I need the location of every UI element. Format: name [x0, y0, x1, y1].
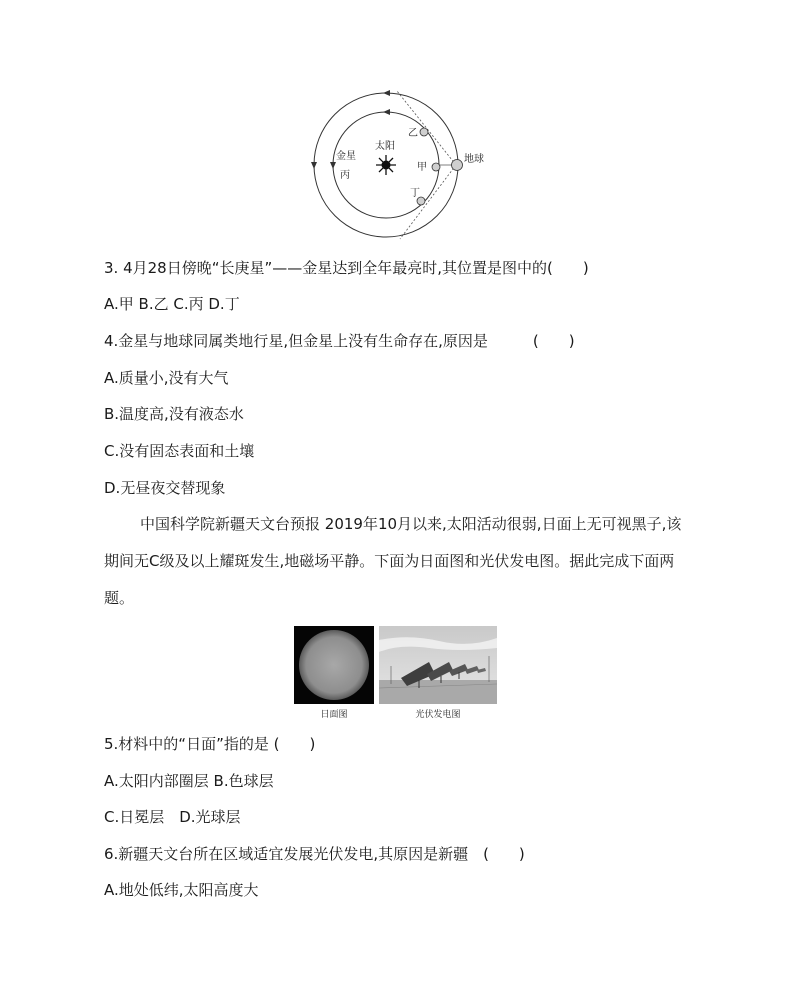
sun-surface-image [294, 626, 374, 704]
solar-panel-image [379, 626, 497, 704]
material-text: 中国科学院新疆天文台预报 2019年10月以来,太阳活动很弱,日面上无可视黑子,该期间无C级及以上耀斑发生,地磁场平静。下面为日面图和光伏发电图。据此完成下面两题。 [104, 515, 682, 607]
orbit-diagram [304, 88, 484, 248]
question-3-stem: 3. 4月28日傍晚“长庚星”——金星达到全年最亮时,其位置是图中的( ) [104, 259, 589, 277]
question-5-stem: 5.材料中的“日面”指的是 ( ) [104, 735, 316, 753]
question-5-options-cd: C.日冕层 D.光球层 [104, 808, 241, 826]
question-4-option-d: D.无昼夜交替现象 [104, 479, 226, 497]
orbit-arrow-icon [383, 90, 390, 96]
question-6-stem: 6.新疆天文台所在区域适宜发展光伏发电,其原因是新疆 ( ) [104, 845, 525, 863]
orbit-arrow-icon [311, 162, 317, 169]
venus-position-yi [420, 128, 428, 136]
sun-label: 太阳 [375, 141, 395, 152]
position-jia-label: 甲 [417, 162, 427, 173]
question-5-options-ab: A.太阳内部圈层 B.色球层 [104, 772, 274, 790]
orbit-arrow-icon [383, 109, 390, 115]
question-3-options: A.甲 B.乙 C.丙 D.丁 [104, 295, 240, 313]
venus-label: 金星 [336, 151, 356, 162]
material-paragraph [104, 506, 694, 617]
sun-image-caption: 日面图 [320, 710, 348, 720]
question-6-option-a: A.地处低纬,太阳高度大 [104, 881, 259, 899]
question-4-option-b: B.温度高,没有液态水 [104, 405, 244, 423]
question-4-stem: 4.金星与地球同属类地行星,但金星上没有生命存在,原因是 ( ) [104, 332, 575, 350]
solar-image-caption: 光伏发电图 [415, 710, 461, 720]
orbit-arrow-icon [330, 162, 336, 169]
earth-label: 地球 [464, 154, 484, 165]
tangent-line [397, 91, 456, 165]
question-4-option-c: C.没有固态表面和土壤 [104, 442, 255, 460]
position-ding-label: 丁 [410, 188, 420, 199]
earth-position [452, 160, 463, 171]
venus-position-jia [432, 163, 440, 171]
sun-icon [376, 155, 396, 175]
position-bing-label: 丙 [340, 170, 350, 181]
position-yi-label: 乙 [408, 128, 418, 139]
question-4-option-a: A.质量小,没有大气 [104, 369, 229, 387]
